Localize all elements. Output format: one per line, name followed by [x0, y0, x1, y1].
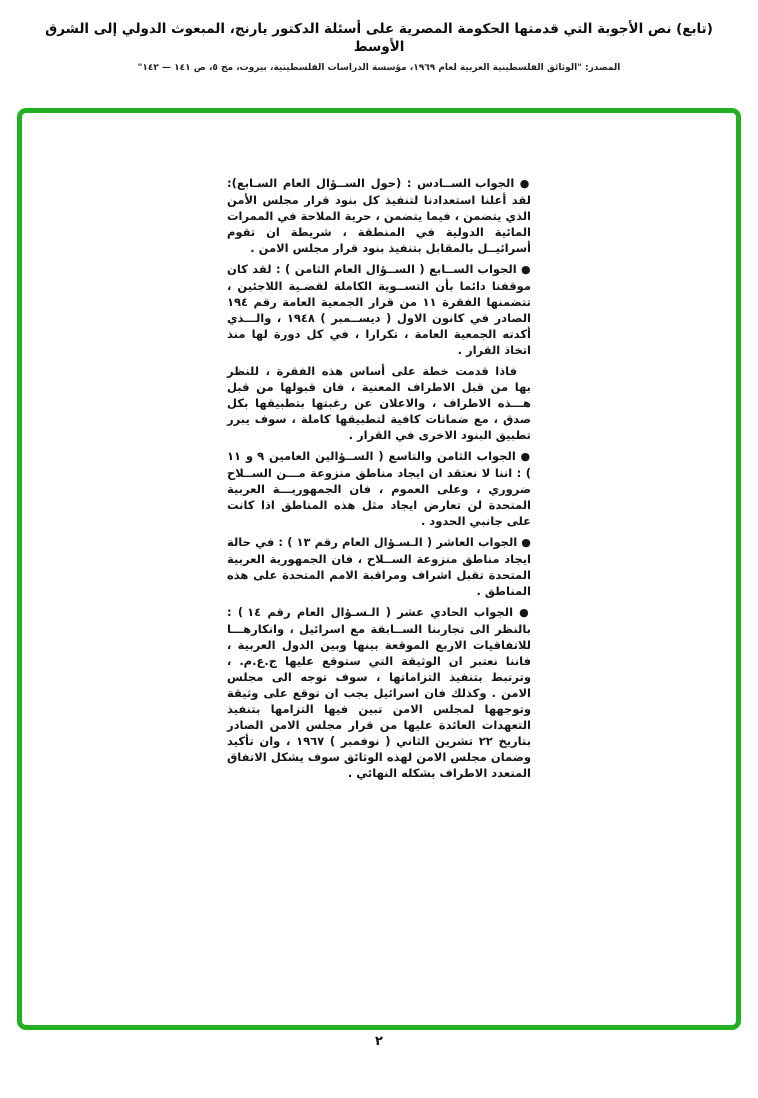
- bullet-icon: ●: [516, 263, 532, 276]
- paragraph: ● الجواب العاشر ( الـسـؤال العام رقم ١٣ ) : في حالة ايجاد مناطق منزوعة الســلاح ، فان الجمهورية العربية المتحدة تقبل اشراف ومراقبة الامم المتحدة على هذه المناطق .: [227, 535, 531, 598]
- paragraph: ● الجواب الحادي عشر ( الـسـؤال العام رقم ١٤ ) : بالنظر الى تجاربنا الســابقة مع اسرائيل ، وانكارهـــا للاتفاقيات الاربع الموقعة بينها وبين الدول العربية ، فاننا نعتبر ان الوثيقة التي ستوقع عليها ج.ع.م. ، وترتبط بتنفيذ التزاماتها ، سوف توجه الى مجلس الامن . وكذلك فان اسرائيل يجب ان توقع على وثيقة وتوجهها لمجلس الامن تبين فيها التزامها بتنفيذ التعهدات العائدة عليها من قرار مجلس الامن الصادر بتاريخ ٢٢ تشرين الثاني ( نوفمبر ) ١٩٦٧ ، وان تأكيد وضمان مجلس الامن لهذه الوثائق سوف يشكل الاتفاق المتعدد الاطراف بشكله النهائي .: [227, 605, 532, 780]
- source-line: المصدر: "الوثائق الفلسطينية العربية لعام ١٩٦٩، مؤسسة الدراسات الفلسطينية، بيروت، مج ٥، ص ١٤١ — ١٤٢": [137, 63, 621, 74]
- document-page: [0, 20, 758, 1098]
- paragraph: فاذا قدمت خطة على أساس هذه الفقرة ، للنظر بها من قبل الاطراف المعنية ، فان قبولها من قبل هـــذه الاطراف ، والاعلان عن رغبتها بتطبيقها بكل صدق ، مع ضمانات كافية لتطبيقها كاملة ، سوف يبرر تطبيق البنود الاخرى في القرار .: [227, 364, 531, 442]
- bullet-icon: ●: [513, 606, 531, 619]
- paragraph: ● الجواب الســادس : (حول الســؤال العام السـابع): لقد أعلنا استعدادنا لتنفيذ كل بنود قرار مجلس الأمن الذي يتضمن ، فيما يتضمن ، حرية الملاحة في الممرات المائية الدولية في المنطقة ، شريطة ان تقوم أسرائيــل بالمقابل بتنفيذ بنود قرار مجلس الامن .: [227, 176, 531, 255]
- page-title: (تابع) نص الأجوبة التي قدمتها الحكومة المصرية على أسئلة الدكتور يارنج، المبعوث الدولي إلى الشرق الأوسط: [45, 21, 713, 56]
- bullet-icon: ●: [514, 177, 531, 190]
- bullet-icon: ●: [515, 450, 532, 463]
- document-frame: [17, 108, 741, 1030]
- page-number: ٢: [375, 1034, 383, 1049]
- paragraph: ● الجواب الثامن والتاسع ( الســؤالين العامين ٩ و ١١ ) : اننا لا نعتقد ان ايجاد مناطق منزوعة مـــن الســلاح ضروري ، وعلى العموم ، فان الجمهوريـــة العربية المتحدة لن تعارض ايجاد مثل هذه المناطق اذا كانت على جانبي الحدود .: [227, 449, 532, 528]
- page-header: [0, 20, 758, 73]
- bullet-icon: ●: [517, 536, 531, 549]
- paragraph: ● الجواب الســابع ( الســؤال العام الثامن ) : لقد كان موقفنا دائما بأن التســوية الكاملة لقضـية اللاجئين ، تتضمنها الفقرة ١١ من قرار الجمعية العامة رقم ١٩٤ الصادر في كانون الاول ( ديســمبر ) ١٩٤٨ ، والـــذي أكدته الجمعية العامة ، تكرارا ، في كل دورة لها منذ اتخاذ القرار .: [227, 262, 532, 357]
- document-body: [227, 175, 531, 781]
